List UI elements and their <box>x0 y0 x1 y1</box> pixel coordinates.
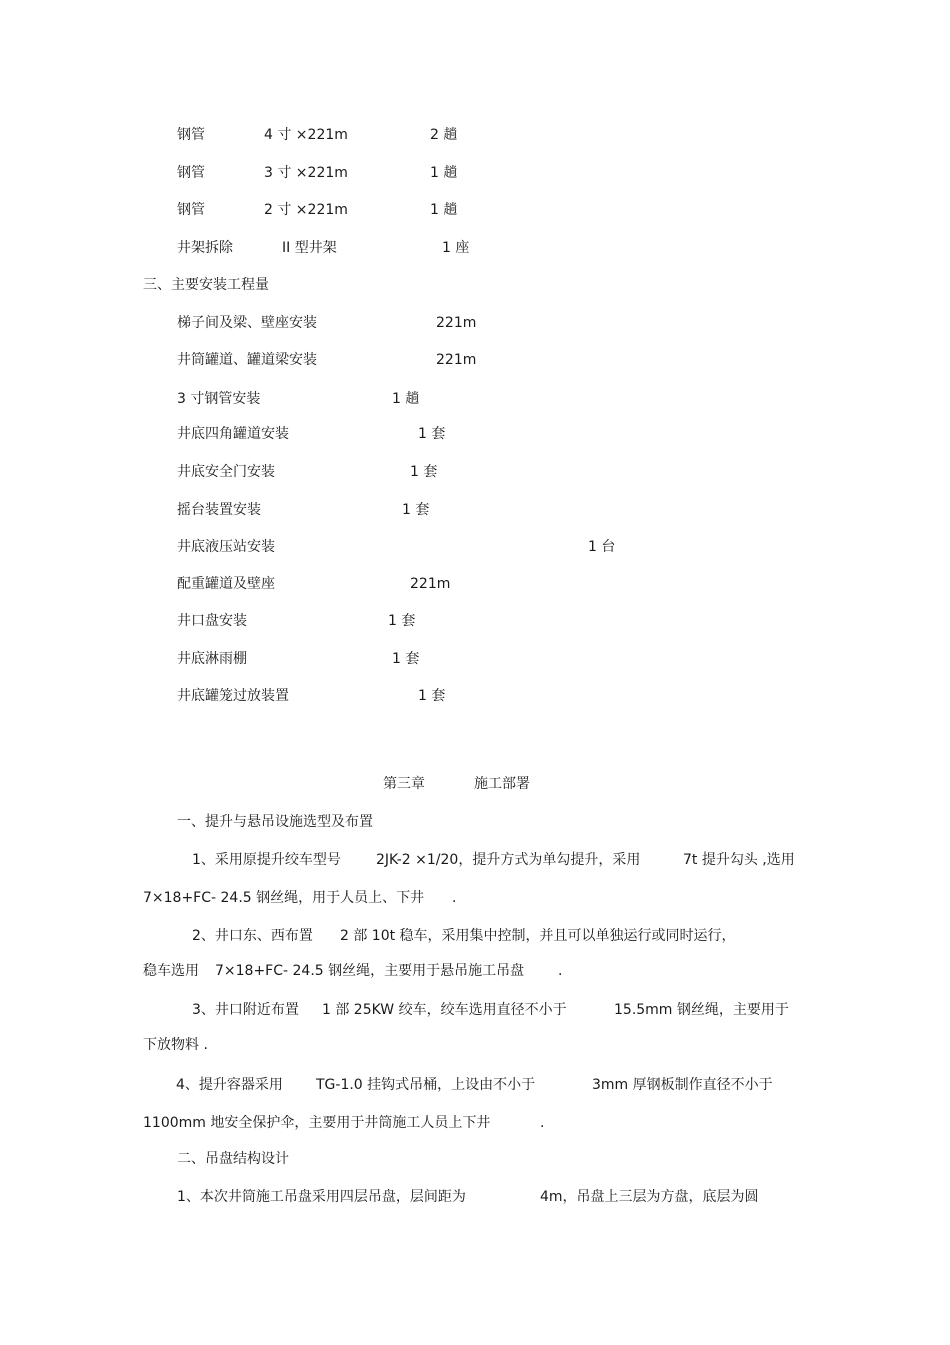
paragraph-text: 1100mm 地安全保护伞，主要用于井筒施工人员上下井 <box>143 1115 491 1131</box>
section-heading: 二、吊盘结构设计 <box>177 1151 289 1167</box>
list-item-qty: 1 套 <box>410 464 438 480</box>
list-item-qty: 1 套 <box>402 502 430 518</box>
paragraph-text: 1、采用原提升绞车型号 <box>192 852 341 868</box>
paragraph-text: 3、井口附近布置 <box>192 1002 299 1018</box>
paragraph-text: TG-1.0 挂钩式吊桶，上设由不小于 <box>316 1077 536 1093</box>
paragraph-text: 2JK-2 ×1/20，提升方式为单勾提升，采用 <box>376 852 641 868</box>
paragraph-text: 3mm 厚钢板制作直径不小于 <box>592 1077 773 1093</box>
list-item-qty: 1 趟 <box>392 391 420 407</box>
list-item-name: 井筒罐道、罐道梁安装 <box>177 352 317 368</box>
paragraph-text: 1 部 25KW 绞车，绞车选用直径不小于 <box>322 1002 567 1018</box>
list-item-name: 钢管 <box>177 127 205 143</box>
list-item-spec: 2 寸 ×221m <box>264 202 348 218</box>
list-item-name: 井底液压站安装 <box>177 539 275 555</box>
list-item-spec: 4 寸 ×221m <box>264 127 348 143</box>
paragraph-text: 4、提升容器采用 <box>176 1077 283 1093</box>
paragraph-text: . <box>558 963 563 979</box>
list-item-name: 井底安全门安装 <box>177 464 275 480</box>
paragraph-text: 7t 提升勾头 ,选用 <box>683 852 795 868</box>
list-item-qty: 1 套 <box>418 426 446 442</box>
list-item-name: 3 寸钢管安装 <box>177 391 261 407</box>
list-item-name: 配重罐道及壁座 <box>177 576 275 592</box>
list-item-name: 井底淋雨棚 <box>177 651 247 667</box>
paragraph-text: 4m，吊盘上三层为方盘，底层为圆 <box>540 1189 759 1205</box>
chapter-number: 第三章 <box>383 776 425 792</box>
list-item-qty: 1 座 <box>442 240 470 256</box>
list-item-name: 钢管 <box>177 165 205 181</box>
paragraph-text: 7×18+FC- 24.5 钢丝绳，用于人员上、下井 <box>143 890 425 906</box>
paragraph-text: 7×18+FC- 24.5 钢丝绳，主要用于悬吊施工吊盘 <box>215 963 525 979</box>
paragraph-text: 15.5mm 钢丝绳，主要用于 <box>614 1002 789 1018</box>
paragraph-text: 2、井口东、西布置 <box>192 928 313 944</box>
list-item-name: 井口盘安装 <box>177 613 247 629</box>
section-heading: 一、提升与悬吊设施选型及布置 <box>177 814 373 830</box>
paragraph-text: 下放物料 . <box>143 1037 208 1053</box>
paragraph-text: 稳车选用 <box>143 963 199 979</box>
list-item-spec: 3 寸 ×221m <box>264 165 348 181</box>
paragraph-text: 1、本次井筒施工吊盘采用四层吊盘，层间距为 <box>177 1189 466 1205</box>
list-item-name: 井底四角罐道安装 <box>177 426 289 442</box>
list-item-qty: 1 台 <box>588 539 616 555</box>
list-item-qty: 2 趟 <box>430 127 458 143</box>
chapter-title: 施工部署 <box>474 776 530 792</box>
list-item-name: 摇台装置安装 <box>177 502 261 518</box>
list-item-name: 井架拆除 <box>177 240 233 256</box>
list-item-qty: 1 趟 <box>430 202 458 218</box>
list-item-qty: 221m <box>436 315 477 331</box>
list-item-qty: 1 套 <box>388 613 416 629</box>
list-item-spec: II 型井架 <box>282 240 337 256</box>
list-item-name: 钢管 <box>177 202 205 218</box>
list-item-name: 梯子间及梁、壁座安装 <box>177 315 317 331</box>
list-item-qty: 221m <box>436 352 477 368</box>
list-item-qty: 1 趟 <box>430 165 458 181</box>
list-item-name: 井底罐笼过放装置 <box>177 688 289 704</box>
paragraph-text: 2 部 10t 稳车，采用集中控制，并且可以单独运行或同时运行， <box>340 928 736 944</box>
paragraph-text: . <box>540 1115 545 1131</box>
paragraph-text: . <box>452 890 457 906</box>
list-item-qty: 1 套 <box>418 688 446 704</box>
section-heading: 三、主要安装工程量 <box>143 277 269 293</box>
list-item-qty: 221m <box>410 576 451 592</box>
list-item-qty: 1 套 <box>392 651 420 667</box>
